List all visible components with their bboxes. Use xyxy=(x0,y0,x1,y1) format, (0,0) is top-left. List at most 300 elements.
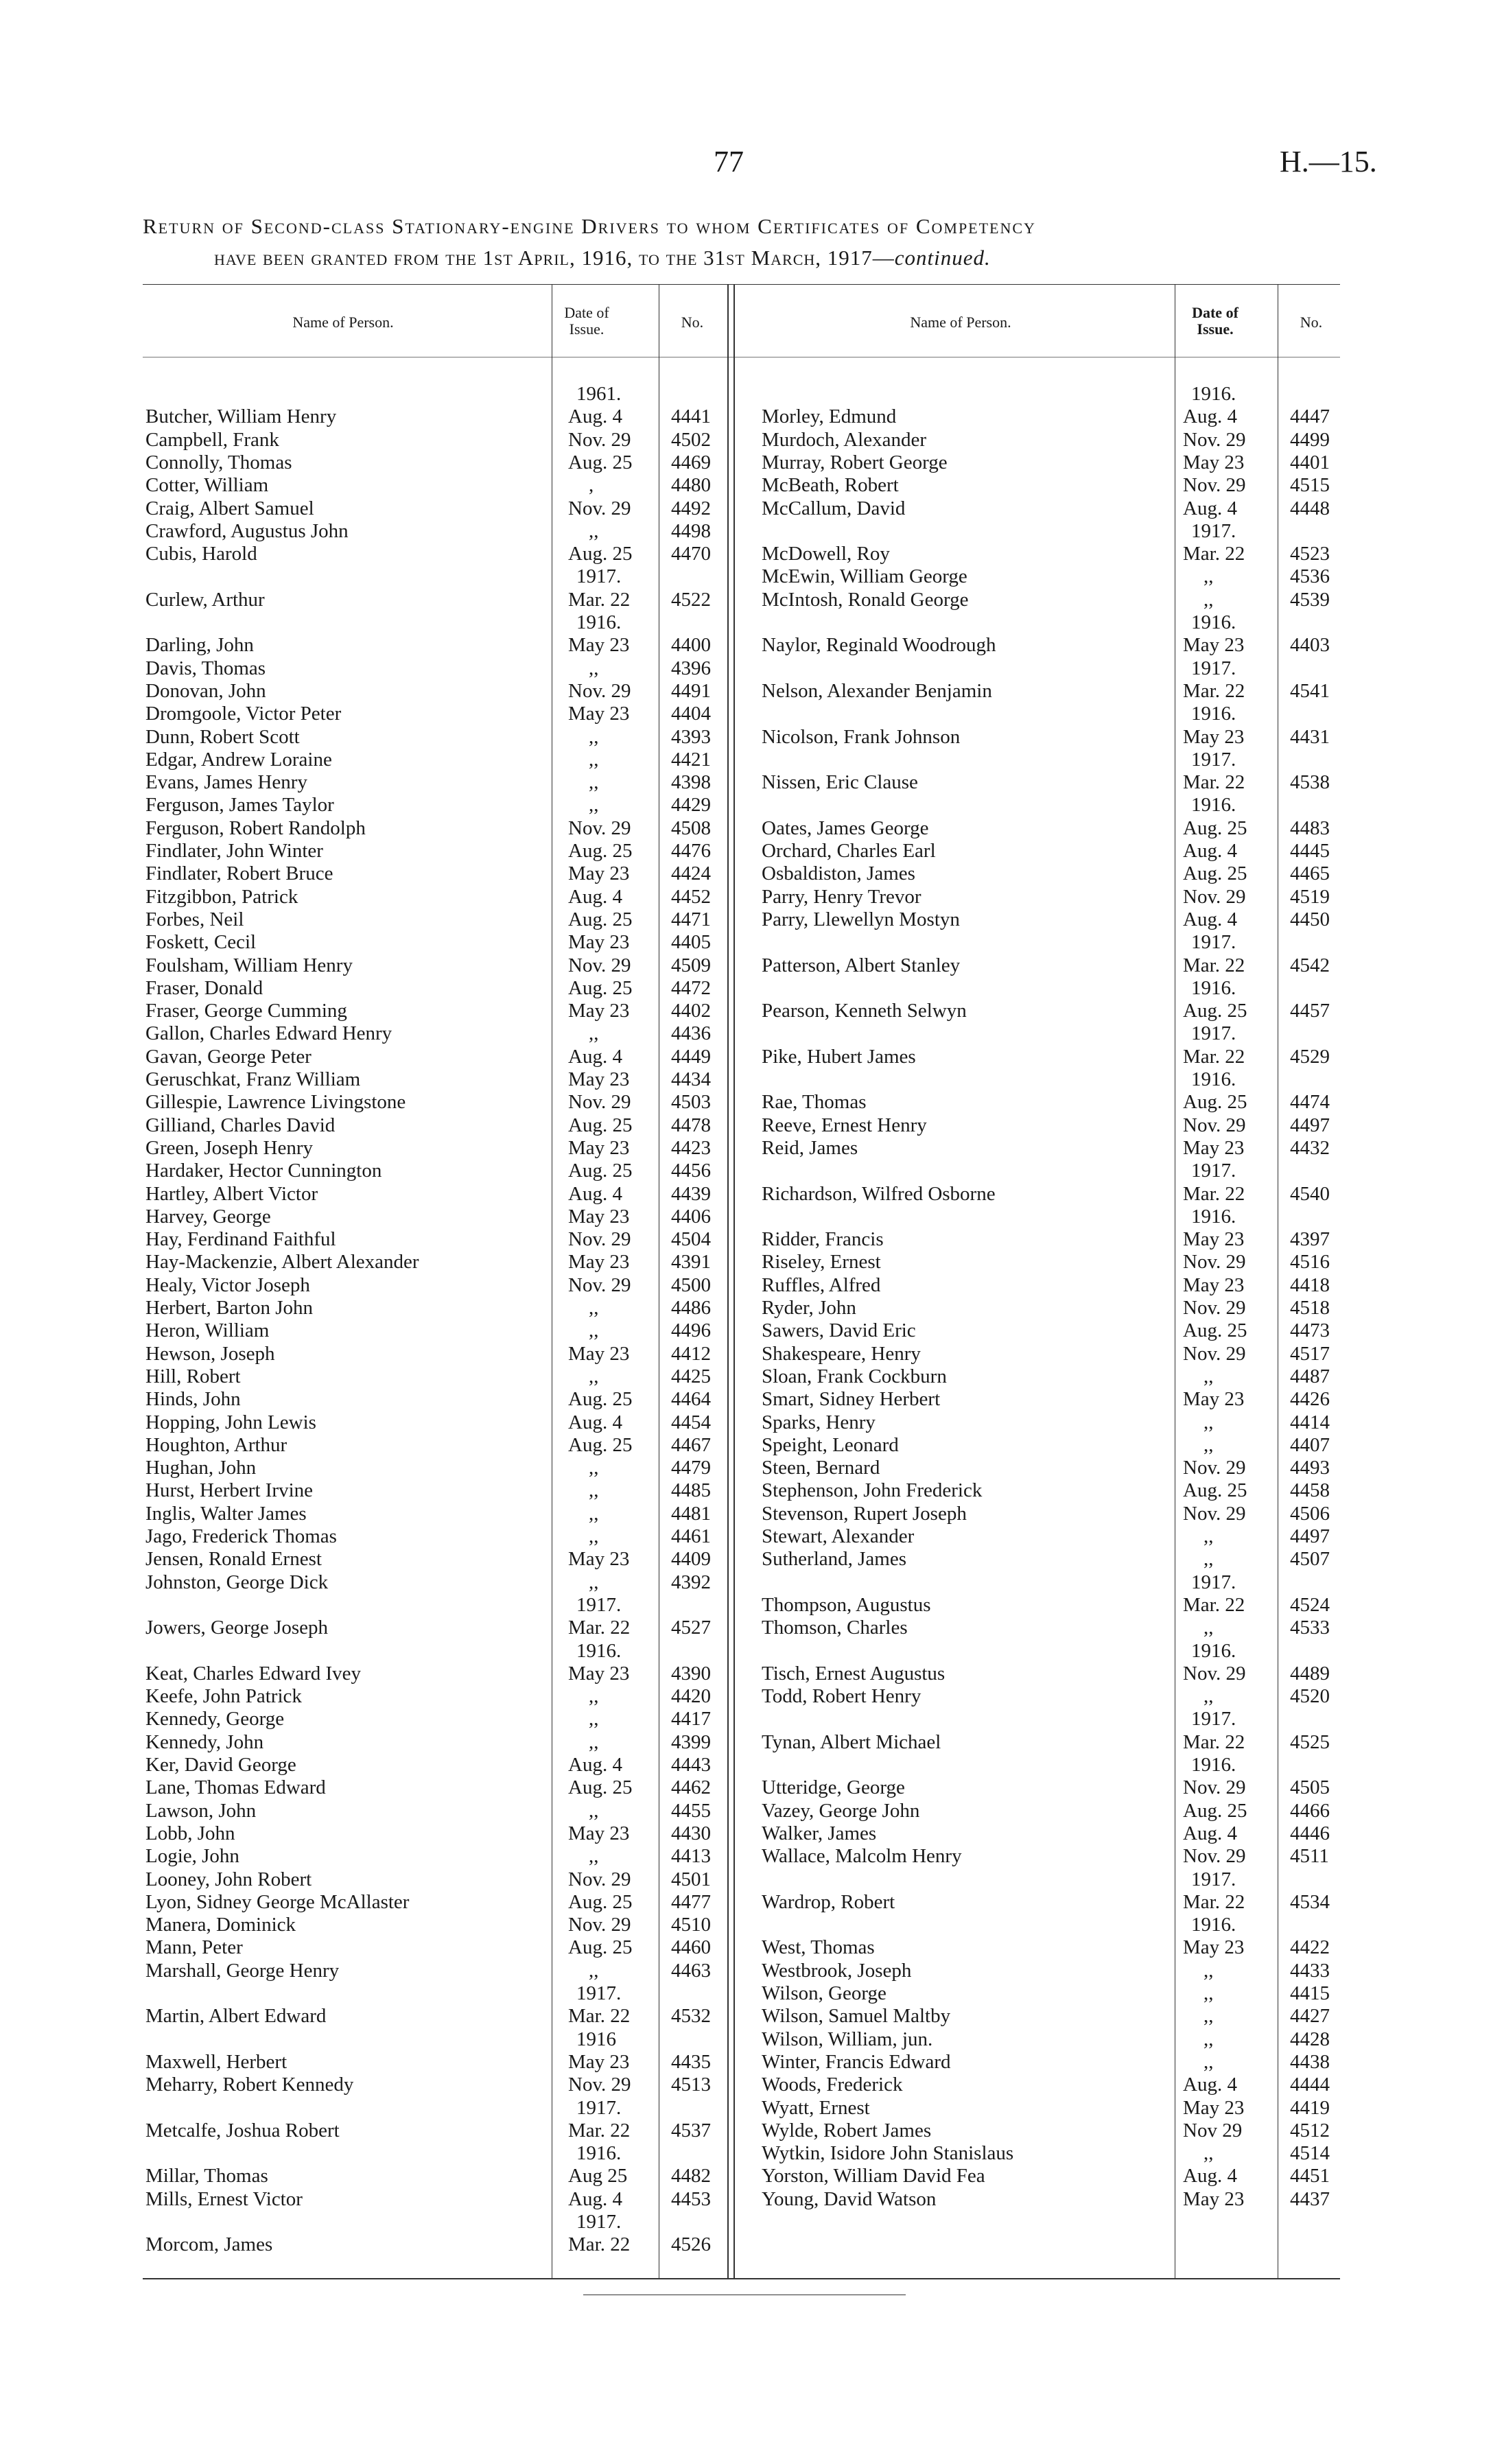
issue-date: Aug. 4 xyxy=(568,1754,622,1776)
year-heading: 1916. xyxy=(1191,1914,1236,1936)
person-name: Dunn, Robert Scott xyxy=(145,725,300,748)
table-row xyxy=(762,2005,1341,2028)
issue-date: Mar. 22 xyxy=(1183,543,1245,565)
year-heading: 1917. xyxy=(1191,1160,1236,1182)
table-row xyxy=(762,954,1341,977)
title-continued: continued. xyxy=(894,246,991,270)
table-row xyxy=(145,1731,722,1754)
certificate-number: 4412 xyxy=(671,1342,711,1365)
person-name: Crawford, Augustus John xyxy=(145,519,349,542)
year-heading: 1916. xyxy=(1191,703,1236,725)
certificate-number: 4479 xyxy=(671,1457,711,1479)
issue-date: Aug. 25 xyxy=(568,1388,633,1411)
person-name: Stevenson, Rupert Joseph xyxy=(762,1502,967,1525)
person-name: Keefe, John Patrick xyxy=(145,1685,302,1708)
table-row xyxy=(762,840,1341,863)
person-name: Donovan, John xyxy=(145,679,266,702)
certificate-number: 4527 xyxy=(671,1617,711,1639)
person-name: Manera, Dominick xyxy=(145,1914,296,1936)
issue-date: Nov. 29 xyxy=(1183,1502,1246,1525)
person-name: Fraser, George Cumming xyxy=(145,1000,347,1022)
person-name: Healy, Victor Joseph xyxy=(145,1274,310,1296)
certificate-number: 4515 xyxy=(1290,474,1330,497)
table-row xyxy=(145,657,722,680)
issue-date: May 23 xyxy=(1183,1388,1245,1411)
certificate-number: 4492 xyxy=(671,497,711,519)
person-name: Connolly, Thomas xyxy=(145,451,292,473)
year-heading: 1916. xyxy=(1191,1754,1236,1776)
year-heading: 1916. xyxy=(1191,794,1236,817)
certificate-number: 4420 xyxy=(671,1685,711,1708)
table-row xyxy=(762,1960,1341,1982)
issue-date: Nov. 29 xyxy=(1183,1845,1246,1868)
person-name: Kennedy, John xyxy=(145,1730,264,1753)
person-name: Westbrook, Joseph xyxy=(762,1959,912,1982)
table-row xyxy=(145,451,722,474)
issue-date: ,, xyxy=(1204,1959,1214,1982)
person-name: Martin, Albert Edward xyxy=(145,2005,327,2028)
issue-date: Nov. 29 xyxy=(568,2074,631,2096)
person-name: Tisch, Ernest Augustus xyxy=(762,1662,946,1685)
certificate-number: 4524 xyxy=(1290,1593,1330,1616)
issue-date: ,, xyxy=(589,1365,599,1387)
person-name: McIntosh, Ronald George xyxy=(762,588,969,611)
table-row xyxy=(762,565,1341,588)
issue-date: Nov. 29 xyxy=(568,1868,631,1890)
table-row xyxy=(762,771,1341,794)
person-name: Young, David Watson xyxy=(762,2187,937,2210)
person-name: Stewart, Alexander xyxy=(762,1525,915,1547)
certificate-number: 4541 xyxy=(1290,679,1330,702)
certificate-number: 4391 xyxy=(671,1251,711,1274)
table-row xyxy=(145,2233,722,2256)
certificate-number: 4458 xyxy=(1290,1479,1330,1502)
person-name: Millar, Thomas xyxy=(145,2165,268,2187)
table-row xyxy=(762,1434,1341,1457)
person-name: Shakespeare, Henry xyxy=(762,1342,921,1365)
year-heading: 1916 xyxy=(576,2028,616,2050)
table-row xyxy=(145,565,722,588)
table-row xyxy=(145,817,722,840)
table-row xyxy=(762,1000,1341,1022)
table-row xyxy=(145,2074,722,2096)
certificate-number: 4498 xyxy=(671,519,711,542)
issue-date: ,, xyxy=(589,1708,599,1730)
table-row xyxy=(762,520,1341,543)
table-row xyxy=(145,1137,722,1160)
table-row xyxy=(145,1571,722,1594)
table-row xyxy=(145,1754,722,1776)
issue-date: Aug. 4 xyxy=(568,885,622,908)
person-name: Riseley, Ernest xyxy=(762,1251,881,1274)
page-number: 77 xyxy=(714,145,744,178)
person-name: Ruffles, Alfred xyxy=(762,1274,881,1296)
certificate-number: 4499 xyxy=(1290,428,1330,451)
table-row xyxy=(145,634,722,657)
certificate-number: 4462 xyxy=(671,1776,711,1799)
person-name: Forbes, Neil xyxy=(145,908,244,930)
certificate-number: 4497 xyxy=(1290,1114,1330,1136)
person-name: Sawers, David Eric xyxy=(762,1319,916,1342)
certificate-number: 4517 xyxy=(1290,1342,1330,1365)
issue-date: May 23 xyxy=(568,1000,630,1022)
table-top-rule xyxy=(143,284,1340,285)
certificate-number: 4486 xyxy=(671,1297,711,1319)
certificate-number: 4505 xyxy=(1290,1776,1330,1799)
year-heading: 1917. xyxy=(1191,519,1236,542)
person-name: Butcher, William Henry xyxy=(145,406,337,428)
certificate-number: 4426 xyxy=(1290,1388,1330,1411)
issue-date: Mar. 22 xyxy=(1183,1045,1245,1068)
certificate-number: 4533 xyxy=(1290,1617,1330,1639)
table-row xyxy=(762,1936,1341,1959)
table-row xyxy=(145,1183,722,1206)
person-name: Patterson, Albert Stanley xyxy=(762,954,961,976)
certificate-number: 4448 xyxy=(1290,497,1330,519)
issue-date: May 23 xyxy=(1183,634,1245,657)
person-name: Thomson, Charles xyxy=(762,1617,908,1639)
person-name: Hewson, Joseph xyxy=(145,1342,275,1365)
table-row xyxy=(145,2028,722,2051)
issue-date: Nov. 29 xyxy=(1183,1297,1246,1319)
issue-date: Nov. 29 xyxy=(568,1274,631,1296)
person-name: Darling, John xyxy=(145,634,254,657)
issue-date: ,, xyxy=(1204,1433,1214,1456)
certificate-number: 4474 xyxy=(1290,1091,1330,1114)
table-row xyxy=(145,931,722,954)
table-row xyxy=(762,1114,1341,1137)
certificate-number: 4460 xyxy=(671,1936,711,1959)
table-row xyxy=(145,1000,722,1022)
person-name: Logie, John xyxy=(145,1845,239,1868)
certificate-number: 4449 xyxy=(671,1045,711,1068)
certificate-number: 4513 xyxy=(671,2074,711,2096)
person-name: Meharry, Robert Kennedy xyxy=(145,2074,354,2096)
table-row xyxy=(762,1365,1341,1388)
certificate-number: 4489 xyxy=(1290,1662,1330,1685)
issue-date: Aug. 4 xyxy=(568,1045,622,1068)
certificate-number: 4390 xyxy=(671,1662,711,1685)
table-row xyxy=(145,2211,722,2233)
issue-date: Aug. 25 xyxy=(1183,863,1247,885)
table-row xyxy=(762,886,1341,908)
person-name: Hinds, John xyxy=(145,1388,241,1411)
certificate-number: 4429 xyxy=(671,794,711,817)
certificate-number: 4485 xyxy=(671,1479,711,1502)
year-heading: 1916. xyxy=(576,611,622,633)
issue-date: ,, xyxy=(1204,588,1214,611)
table-row xyxy=(762,1982,1341,2005)
issue-date: ,, xyxy=(1204,565,1214,588)
person-name: Gillespie, Lawrence Livingstone xyxy=(145,1091,406,1114)
center-divider-a xyxy=(727,284,729,2278)
certificate-number: 4534 xyxy=(1290,1890,1330,1913)
certificate-number: 4413 xyxy=(671,1845,711,1868)
year-heading: 1916. xyxy=(576,1639,622,1662)
table-row xyxy=(762,1274,1341,1297)
issue-date: ,, xyxy=(589,725,599,748)
issue-date: Nov. 29 xyxy=(1183,1114,1246,1136)
issue-date: Aug. 4 xyxy=(1183,406,1237,428)
table-row xyxy=(145,543,722,565)
year-heading: 1916. xyxy=(1191,976,1236,999)
issue-date: Aug. 25 xyxy=(1183,1091,1247,1114)
certificate-number: 4437 xyxy=(1290,2187,1330,2210)
issue-date: May 23 xyxy=(568,1251,630,1274)
person-name: Morley, Edmund xyxy=(762,406,897,428)
table-row xyxy=(145,1274,722,1297)
table-row xyxy=(145,1365,722,1388)
certificate-number: 4430 xyxy=(671,1822,711,1844)
certificate-number: 4457 xyxy=(1290,1000,1330,1022)
certificate-number: 4481 xyxy=(671,1502,711,1525)
person-name: Jowers, George Joseph xyxy=(145,1617,329,1639)
table-row xyxy=(145,1617,722,1639)
certificate-number: 4532 xyxy=(671,2005,711,2028)
person-name: Speight, Leonard xyxy=(762,1433,899,1456)
table-row xyxy=(145,1068,722,1091)
certificate-number: 4431 xyxy=(1290,725,1330,748)
table-row xyxy=(145,2188,722,2211)
table-row xyxy=(762,680,1341,703)
certificate-number: 4455 xyxy=(671,1799,711,1822)
issue-date: Aug. 25 xyxy=(568,1936,633,1959)
certificate-number: 4402 xyxy=(671,1000,711,1022)
certificate-number: 4396 xyxy=(671,657,711,679)
certificate-number: 4399 xyxy=(671,1730,711,1753)
certificate-number: 4425 xyxy=(671,1365,711,1387)
person-name: Parry, Henry Trevor xyxy=(762,885,921,908)
year-heading: 1917. xyxy=(1191,1868,1236,1890)
person-name: Thompson, Augustus xyxy=(762,1593,931,1616)
left-no-header: No. xyxy=(681,314,704,331)
issue-date: Mar. 22 xyxy=(568,2233,631,2256)
issue-date: May 23 xyxy=(568,931,630,954)
table-row xyxy=(762,726,1341,749)
certificate-number: 4540 xyxy=(1290,1182,1330,1205)
table-row xyxy=(762,1251,1341,1274)
issue-date: Aug. 4 xyxy=(568,1411,622,1433)
table-row xyxy=(145,954,722,977)
table-row xyxy=(145,2005,722,2028)
table-row xyxy=(145,1548,722,1571)
certificate-number: 4519 xyxy=(1290,885,1330,908)
issue-date: May 23 xyxy=(1183,725,1245,748)
issue-date: Mar. 22 xyxy=(1183,954,1245,976)
table-row xyxy=(762,703,1341,725)
person-name: Findlater, Robert Bruce xyxy=(145,863,333,885)
issue-date: ,, xyxy=(1204,1685,1214,1708)
table-row xyxy=(762,2188,1341,2211)
certificate-number: 4476 xyxy=(671,840,711,862)
issue-date: Nov. 29 xyxy=(1183,1457,1246,1479)
table-row xyxy=(145,1868,722,1891)
issue-date: ,, xyxy=(589,1502,599,1525)
person-name: Utteridge, George xyxy=(762,1776,905,1799)
left-date-header: Date of Issue. xyxy=(564,304,609,338)
table-row xyxy=(145,840,722,863)
table-row xyxy=(145,497,722,520)
person-name: Jago, Frederick Thomas xyxy=(145,1525,337,1547)
certificate-number: 4450 xyxy=(1290,908,1330,930)
issue-date: Aug. 25 xyxy=(568,1433,633,1456)
person-name: Ker, David George xyxy=(145,1754,296,1776)
issue-date: ,, xyxy=(589,1022,599,1045)
table-row xyxy=(145,1206,722,1228)
person-name: Todd, Robert Henry xyxy=(762,1685,921,1708)
issue-date: Aug. 4 xyxy=(1183,840,1237,862)
table-row xyxy=(145,794,722,817)
issue-date: Nov. 29 xyxy=(1183,428,1246,451)
person-name: Morcom, James xyxy=(145,2233,273,2256)
table-row xyxy=(762,2074,1341,2096)
certificate-number: 4466 xyxy=(1290,1799,1330,1822)
person-name: Jensen, Ronald Ernest xyxy=(145,1548,322,1571)
table-row xyxy=(762,908,1341,931)
person-name: Keat, Charles Edward Ivey xyxy=(145,1662,362,1685)
person-name: Cubis, Harold xyxy=(145,543,257,565)
table-row xyxy=(145,1503,722,1525)
certificate-number: 4482 xyxy=(671,2165,711,2187)
certificate-number: 4403 xyxy=(1290,634,1330,657)
table-row xyxy=(762,1503,1341,1525)
person-name: Wylde, Robert James xyxy=(762,2119,932,2142)
issue-date: May 23 xyxy=(568,703,630,725)
certificate-number: 4424 xyxy=(671,863,711,885)
year-heading: 1916. xyxy=(1191,1639,1236,1662)
person-name: Wilson, George xyxy=(762,1982,887,2004)
person-name: Gilliand, Charles David xyxy=(145,1114,336,1136)
issue-date: ,, xyxy=(1204,1411,1214,1433)
person-name: Vazey, George John xyxy=(762,1799,920,1822)
issue-date: Aug. 25 xyxy=(568,1160,633,1182)
issue-date: Aug. 25 xyxy=(1183,1799,1247,1822)
table-row xyxy=(762,1822,1341,1845)
table-row xyxy=(145,977,722,1000)
issue-date: Aug. 25 xyxy=(568,1776,633,1799)
table-row xyxy=(145,908,722,931)
person-name: Yorston, William David Fea xyxy=(762,2165,985,2187)
table-row xyxy=(762,1708,1341,1730)
table-row xyxy=(762,1617,1341,1639)
person-name: Hay, Ferdinand Faithful xyxy=(145,1228,336,1251)
certificate-number: 4456 xyxy=(671,1160,711,1182)
issue-date: ,, xyxy=(589,519,599,542)
table-row xyxy=(762,817,1341,840)
issue-date: Aug. 25 xyxy=(1183,817,1247,839)
person-name: Ryder, John xyxy=(762,1297,856,1319)
issue-date: May 23 xyxy=(1183,1136,1245,1159)
table-row xyxy=(145,1251,722,1274)
certificate-number: 4397 xyxy=(1290,1228,1330,1251)
person-name: Findlater, John Winter xyxy=(145,840,323,862)
certificate-number: 4518 xyxy=(1290,1297,1330,1319)
certificate-number: 4477 xyxy=(671,1890,711,1913)
person-name: Tynan, Albert Michael xyxy=(762,1730,941,1753)
certificate-number: 4427 xyxy=(1290,2005,1330,2028)
table-row xyxy=(145,886,722,908)
person-name: Steen, Bernard xyxy=(762,1457,880,1479)
issue-date: May 23 xyxy=(1183,1936,1245,1959)
certificate-number: 4529 xyxy=(1290,1045,1330,1068)
person-name: Woods, Frederick xyxy=(762,2074,903,2096)
table-row xyxy=(145,749,722,771)
issue-date: Nov. 29 xyxy=(1183,885,1246,908)
person-name: Davis, Thomas xyxy=(145,657,266,679)
person-name: Wilson, William, jun. xyxy=(762,2028,933,2050)
issue-date: ,, xyxy=(589,1525,599,1547)
person-name: Metcalfe, Joshua Robert xyxy=(145,2119,340,2142)
person-name: Reeve, Ernest Henry xyxy=(762,1114,927,1136)
person-name: Stephenson, John Frederick xyxy=(762,1479,983,1502)
person-name: Harvey, George xyxy=(145,1205,271,1228)
table-row xyxy=(762,1663,1341,1685)
year-heading: 1917. xyxy=(1191,657,1236,679)
table-row xyxy=(145,589,722,611)
certificate-number: 4491 xyxy=(671,679,711,702)
person-name: Murray, Robert George xyxy=(762,451,948,473)
certificate-number: 4508 xyxy=(671,817,711,839)
person-name: Wallace, Malcolm Henry xyxy=(762,1845,962,1868)
certificate-number: 4392 xyxy=(671,1571,711,1593)
table-row xyxy=(145,703,722,725)
person-name: Reid, James xyxy=(762,1136,858,1159)
year-heading: 1916. xyxy=(1191,1205,1236,1228)
person-name: Hardaker, Hector Cunnington xyxy=(145,1160,382,1182)
table-row xyxy=(762,2028,1341,2051)
person-name: Mann, Peter xyxy=(145,1936,243,1959)
table-row xyxy=(145,1297,722,1319)
table-row xyxy=(145,1800,722,1822)
person-name: Sloan, Frank Cockburn xyxy=(762,1365,947,1387)
certificate-number: 4493 xyxy=(1290,1457,1330,1479)
person-name: Foulsham, William Henry xyxy=(145,954,353,976)
issue-date: May 23 xyxy=(568,1548,630,1571)
issue-date: ,, xyxy=(589,748,599,771)
table-row xyxy=(145,2120,722,2142)
table-row xyxy=(762,1091,1341,1114)
person-name: Edgar, Andrew Loraine xyxy=(145,748,332,771)
person-name: Wardrop, Robert xyxy=(762,1890,895,1913)
table-row xyxy=(145,2165,722,2187)
person-name: Rae, Thomas xyxy=(762,1091,867,1114)
table-row xyxy=(762,429,1341,451)
issue-date: Nov. 29 xyxy=(1183,1251,1246,1274)
table-row xyxy=(762,497,1341,520)
issue-date: Mar. 22 xyxy=(568,1617,631,1639)
person-name: Herbert, Barton John xyxy=(145,1297,314,1319)
table-row xyxy=(145,726,722,749)
year-heading: 1917. xyxy=(576,1593,622,1616)
issue-date: ,, xyxy=(1204,2005,1214,2028)
person-name: Dromgoole, Victor Peter xyxy=(145,703,342,725)
title-line-1: Return of Second-class Stationary-engine Drivers to whom Certificates of Competency xyxy=(143,214,1036,238)
table-row xyxy=(762,657,1341,680)
issue-date: Mar. 22 xyxy=(1183,771,1245,794)
person-name: Naylor, Reginald Woodrough xyxy=(762,634,996,657)
table-row xyxy=(762,1548,1341,1571)
certificate-number: 4409 xyxy=(671,1548,711,1571)
table-row xyxy=(762,1183,1341,1206)
year-heading: 1961. xyxy=(576,383,622,405)
issue-date: ,, xyxy=(589,1319,599,1342)
table-row xyxy=(145,1685,722,1708)
table-row xyxy=(145,1525,722,1548)
certificate-number: 4435 xyxy=(671,2050,711,2073)
issue-date: Aug. 4 xyxy=(1183,2074,1237,2096)
person-name: Johnston, George Dick xyxy=(145,1571,329,1593)
certificate-number: 4523 xyxy=(1290,543,1330,565)
